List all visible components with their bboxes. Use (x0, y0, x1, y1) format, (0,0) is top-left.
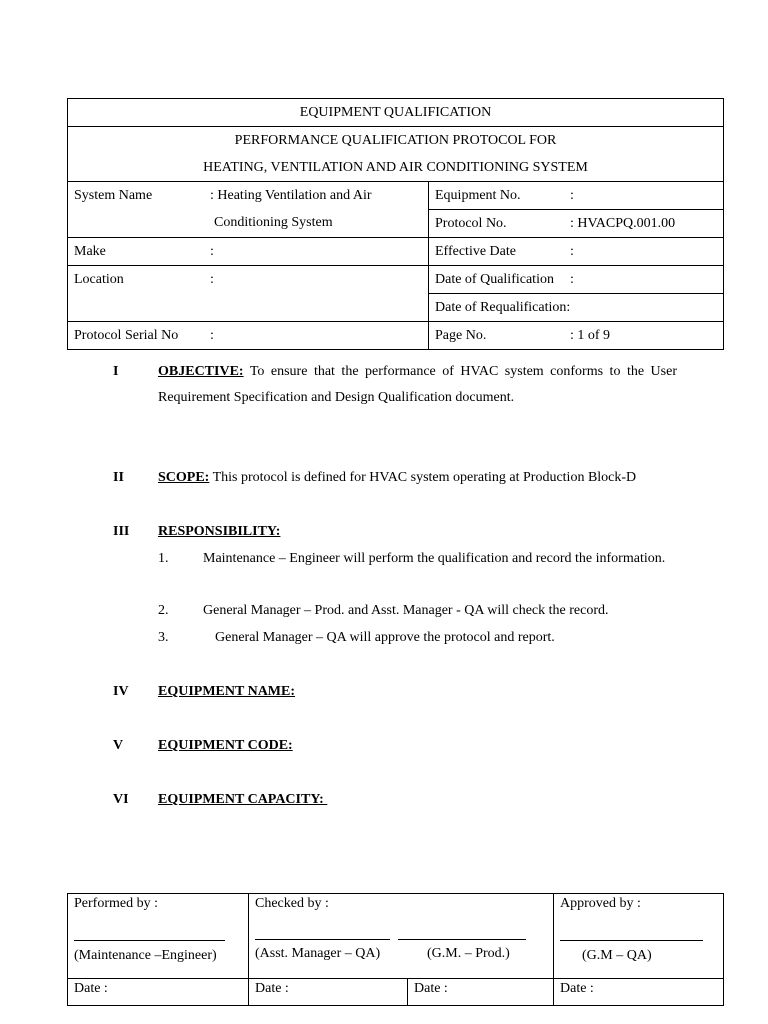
signature-table (67, 893, 724, 1006)
equipment-code-heading: EQUIPMENT CODE: (158, 738, 293, 753)
doc-title-1: EQUIPMENT QUALIFICATION (68, 99, 724, 127)
equipment-no-cell (429, 182, 724, 210)
asst-manager-signature-line (255, 938, 390, 940)
serial-no-value: : (210, 328, 214, 343)
objective-text: To ensure that the performance of HVAC system conforms to the User Requirement Specification and Design Qualification document. (158, 364, 677, 405)
checked-by-cell (249, 894, 554, 979)
effective-date-label: Effective Date (435, 244, 516, 259)
scope-text: This protocol is defined for HVAC system operating at Production Block-D (209, 470, 637, 485)
objective-heading: OBJECTIVE: (158, 364, 244, 379)
equipment-no-value: : (570, 188, 574, 203)
gm-prod-label: (G.M. – Prod.) (427, 946, 510, 961)
performed-signature-line (74, 939, 225, 941)
page-no-value: : 1 of 9 (570, 328, 611, 343)
resp-item-3-num: 3. (158, 630, 169, 645)
effective-date-cell (429, 238, 724, 266)
performed-by-label: Performed by : (74, 896, 158, 911)
make-cell (68, 238, 429, 266)
gm-prod-signature-line (398, 938, 526, 940)
gm-prod-date: Date : (408, 979, 554, 1006)
effective-date-value: : (570, 244, 574, 259)
asst-manager-label: (Asst. Manager – QA) (255, 946, 381, 961)
maintenance-engineer-label: (Maintenance –Engineer) (74, 948, 217, 963)
doc-title-block (68, 127, 724, 182)
section-number-6: VI (113, 792, 129, 807)
protocol-no-value: : HVACPQ.001.00 (570, 216, 676, 231)
approved-date: Date : (554, 979, 724, 1006)
scope-heading: SCOPE: (158, 470, 210, 485)
approved-by-label: Approved by : (560, 896, 641, 911)
location-label: Location (74, 272, 124, 287)
resp-item-1-text: Maintenance – Engineer will perform the qualification and record the information. (203, 551, 666, 566)
date-qualification-value: : (570, 272, 574, 287)
responsibility-heading: RESPONSIBILITY: (158, 524, 281, 539)
section-number-1: I (113, 364, 119, 379)
performed-by-cell (68, 894, 249, 979)
performed-date: Date : (68, 979, 249, 1006)
serial-no-label: Protocol Serial No (74, 328, 179, 343)
equipment-capacity-heading: EQUIPMENT CAPACITY: (158, 792, 328, 807)
serial-no-cell (68, 322, 429, 350)
date-requalification-cell: Date of Requalification: (429, 294, 724, 322)
equipment-name-heading: EQUIPMENT NAME: (158, 684, 296, 699)
date-qualification-cell (429, 266, 724, 294)
protocol-no-cell (429, 210, 724, 238)
system-name-value-cont: Conditioning System (214, 215, 333, 230)
doc-title-3: HEATING, VENTILATION AND AIR CONDITIONING SYSTEM (203, 160, 588, 175)
make-label: Make (74, 244, 106, 259)
scope-paragraph (158, 465, 698, 491)
section-number-2: II (113, 470, 124, 485)
gm-qa-label: (G.M – QA) (582, 948, 652, 963)
system-name-cell (68, 182, 429, 238)
system-name-label: System Name (74, 188, 153, 203)
page-no-cell (429, 322, 724, 350)
make-value: : (210, 244, 214, 259)
system-name-value: : Heating Ventilation and Air (210, 188, 372, 203)
section-number-4: IV (113, 684, 129, 699)
location-value: : (210, 272, 214, 287)
asst-manager-date: Date : (249, 979, 408, 1006)
resp-item-3-text: General Manager – QA will approve the protocol and report. (215, 630, 555, 645)
page-no-label: Page No. (435, 328, 487, 343)
approved-signature-line (560, 939, 703, 941)
section-number-5: V (113, 738, 124, 753)
section-number-3: III (113, 524, 130, 539)
doc-title-2: PERFORMANCE QUALIFICATION PROTOCOL FOR (234, 133, 557, 148)
resp-item-1-num: 1. (158, 551, 169, 566)
equipment-no-label: Equipment No. (435, 188, 521, 203)
date-qualification-label: Date of Qualification (435, 272, 554, 287)
resp-item-2-num: 2. (158, 603, 169, 618)
checked-by-label: Checked by : (255, 896, 329, 911)
location-cell (68, 266, 429, 322)
approved-by-cell (554, 894, 724, 979)
objective-paragraph (158, 359, 677, 411)
header-table (67, 98, 724, 350)
protocol-no-label: Protocol No. (435, 216, 507, 231)
resp-item-2-text: General Manager – Prod. and Asst. Manager - QA will check the record. (203, 603, 609, 618)
